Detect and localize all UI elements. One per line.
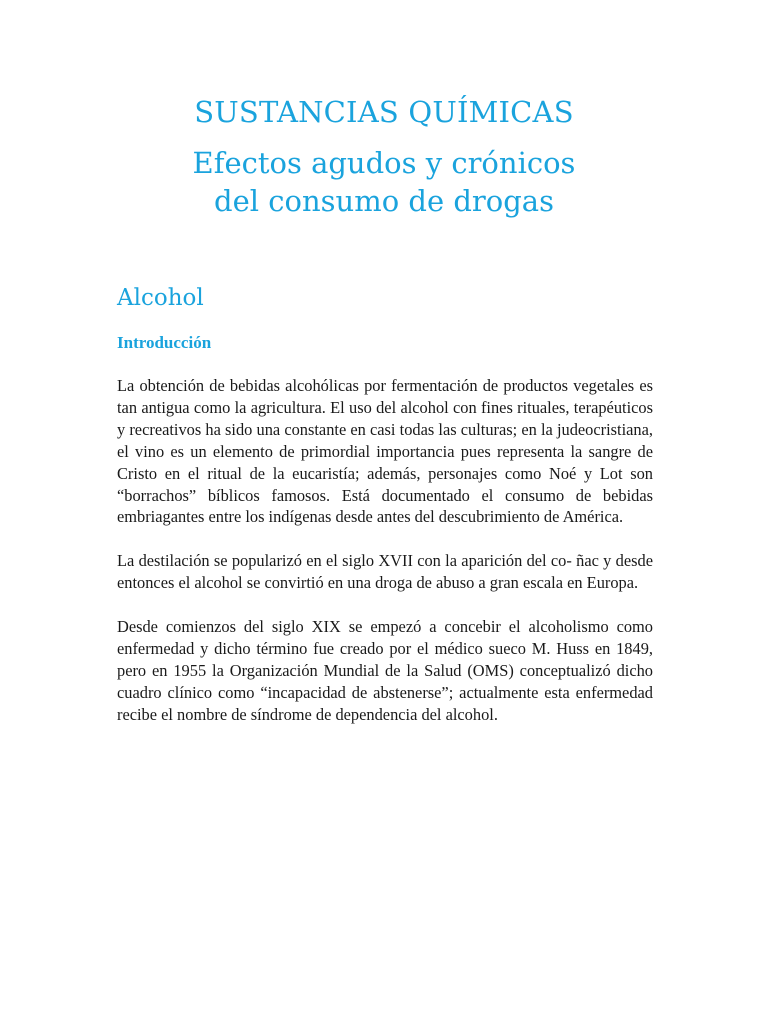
sub-heading: Introducción <box>117 333 212 352</box>
subtitle-line-2: del consumo de drogas <box>214 184 554 218</box>
title-block <box>0 94 768 220</box>
paragraph-1: La obtención de bebidas alcohólicas por fermentación de productos vegetales es tan antigua como la agricultura. El uso del alcohol con fines rituales, terapéuticos y recreativos ha sido una constante en casi todas las culturas; en la judeocristiana, el vino es un elemento de primordial importancia pues representa la sangre de Cristo en el ritual de la eucaristía; además, personajes como Noé y Lot son “borrachos” bíblicos famosos. Está documentado el consumo de bebidas embriagantes entre los indígenas desde antes del descubrimiento de América. <box>117 376 653 527</box>
subtitle-line-1: Efectos agudos y crónicos <box>192 146 576 180</box>
section-title: Alcohol <box>117 285 204 311</box>
paragraph-3: Desde comienzos del siglo XIX se empezó a concebir el alcoholismo como enfermedad y dicho término fue creado por el médico sueco M. Huss en 1849, pero en 1955 la Organización Mundial de la Salud (OMS) conceptualizó dicho cuadro clínico como “incapacidad de abstenerse”; actualmente esta enfermedad recibe el nombre de síndrome de dependencia del alcohol. <box>117 617 653 724</box>
subtitle <box>0 144 768 220</box>
main-title: SUSTANCIAS QUÍMICAS <box>194 95 574 129</box>
paragraph-2: La destilación se popularizó en el siglo XVII con la aparición del co- ñac y desde entonces el alcohol se convirtió en una droga de abuso a gran escala en Europa. <box>117 551 653 593</box>
body-text <box>117 375 653 748</box>
